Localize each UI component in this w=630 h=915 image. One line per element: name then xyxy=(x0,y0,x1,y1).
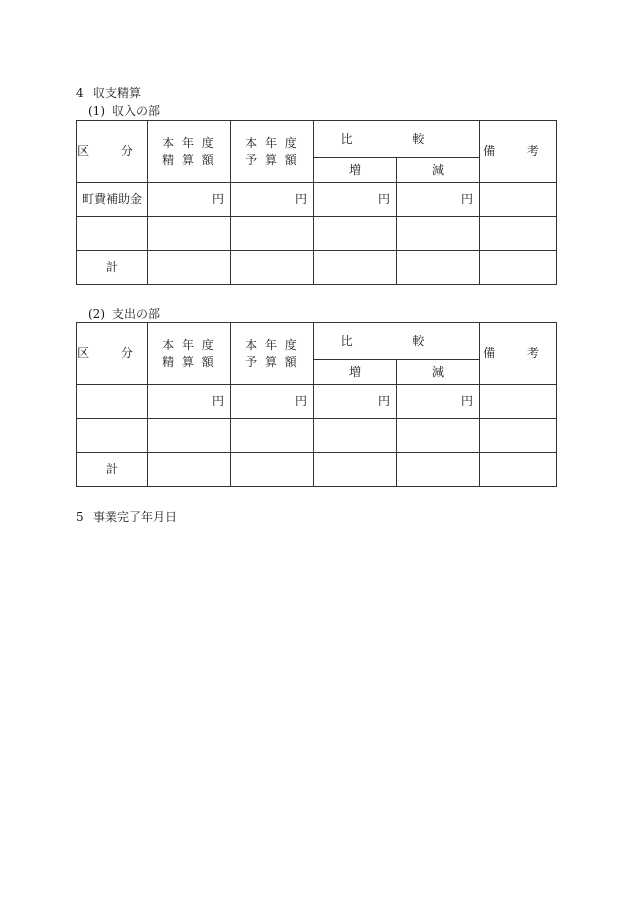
income-header-budget xyxy=(231,121,314,183)
income-header-settlement-line1: 本 年 度 xyxy=(162,135,216,150)
section-4-number: 4 xyxy=(76,86,84,100)
expense-row1-settlement: 円 xyxy=(148,385,231,419)
expense-row1-increase: 円 xyxy=(314,385,397,419)
income-row2-budget xyxy=(231,217,314,251)
income-header-compare: 比 較 xyxy=(314,121,480,158)
expense-row2-settlement xyxy=(148,419,231,453)
expense-header-settlement xyxy=(148,323,231,385)
income-header-settlement xyxy=(148,121,231,183)
income-row2-category xyxy=(77,217,148,251)
income-header-remarks: 備 考 xyxy=(480,121,557,183)
expense-header-category: 区 分 xyxy=(77,323,148,385)
table-row xyxy=(77,251,557,285)
income-number: (1) xyxy=(88,104,105,118)
income-total-remarks xyxy=(480,251,557,285)
income-total-settlement xyxy=(148,251,231,285)
expense-header-decrease: 減 xyxy=(397,360,480,385)
expense-header-increase: 増 xyxy=(314,360,397,385)
income-row1-remarks xyxy=(480,183,557,217)
income-row1-increase: 円 xyxy=(314,183,397,217)
income-row2-increase xyxy=(314,217,397,251)
expense-table xyxy=(76,322,557,487)
table-row xyxy=(77,419,557,453)
expense-number: (2) xyxy=(88,307,105,321)
expense-total-remarks xyxy=(480,453,557,487)
section-5-title: 事業完了年月日 xyxy=(93,510,178,524)
expense-header-budget-line1: 本 年 度 xyxy=(245,337,299,352)
income-row1-budget: 円 xyxy=(231,183,314,217)
expense-row2-category xyxy=(77,419,148,453)
expense-row1-decrease: 円 xyxy=(397,385,480,419)
section-5-heading xyxy=(76,508,177,525)
expense-row1-remarks xyxy=(480,385,557,419)
income-header-budget-line1: 本 年 度 xyxy=(245,135,299,150)
income-title: 収入の部 xyxy=(112,104,161,118)
expense-row2-decrease xyxy=(397,419,480,453)
income-heading xyxy=(88,102,160,119)
expense-title: 支出の部 xyxy=(112,307,161,321)
table-row xyxy=(77,183,557,217)
income-row2-decrease xyxy=(397,217,480,251)
section-4-title: 収支精算 xyxy=(93,86,142,100)
income-total-label: 計 xyxy=(77,251,148,285)
income-row1-settlement: 円 xyxy=(148,183,231,217)
table-row xyxy=(77,453,557,487)
expense-row2-increase xyxy=(314,419,397,453)
expense-total-decrease xyxy=(397,453,480,487)
expense-header-budget-line2: 予 算 額 xyxy=(245,354,299,369)
expense-header-compare: 比 較 xyxy=(314,323,480,360)
expense-row2-budget xyxy=(231,419,314,453)
expense-total-settlement xyxy=(148,453,231,487)
section-4-heading xyxy=(76,84,141,101)
income-row2-remarks xyxy=(480,217,557,251)
income-total-decrease xyxy=(397,251,480,285)
expense-header-budget xyxy=(231,323,314,385)
expense-total-increase xyxy=(314,453,397,487)
income-header-decrease: 減 xyxy=(397,158,480,183)
income-total-budget xyxy=(231,251,314,285)
expense-row2-remarks xyxy=(480,419,557,453)
expense-total-label: 計 xyxy=(77,453,148,487)
expense-heading xyxy=(88,305,160,322)
income-header-settlement-line2: 精 算 額 xyxy=(162,152,216,167)
income-total-increase xyxy=(314,251,397,285)
expense-header-remarks: 備 考 xyxy=(480,323,557,385)
section-5-number: 5 xyxy=(76,510,84,524)
income-header-increase: 増 xyxy=(314,158,397,183)
income-row2-settlement xyxy=(148,217,231,251)
expense-header-settlement-line2: 精 算 額 xyxy=(162,354,216,369)
income-header-budget-line2: 予 算 額 xyxy=(245,152,299,167)
expense-row1-category xyxy=(77,385,148,419)
table-row xyxy=(77,217,557,251)
income-row1-decrease: 円 xyxy=(397,183,480,217)
income-table xyxy=(76,120,557,285)
expense-total-budget xyxy=(231,453,314,487)
income-row1-category: 町費補助金 xyxy=(77,183,148,217)
income-header-category: 区 分 xyxy=(77,121,148,183)
expense-row1-budget: 円 xyxy=(231,385,314,419)
table-row xyxy=(77,385,557,419)
expense-header-settlement-line1: 本 年 度 xyxy=(162,337,216,352)
